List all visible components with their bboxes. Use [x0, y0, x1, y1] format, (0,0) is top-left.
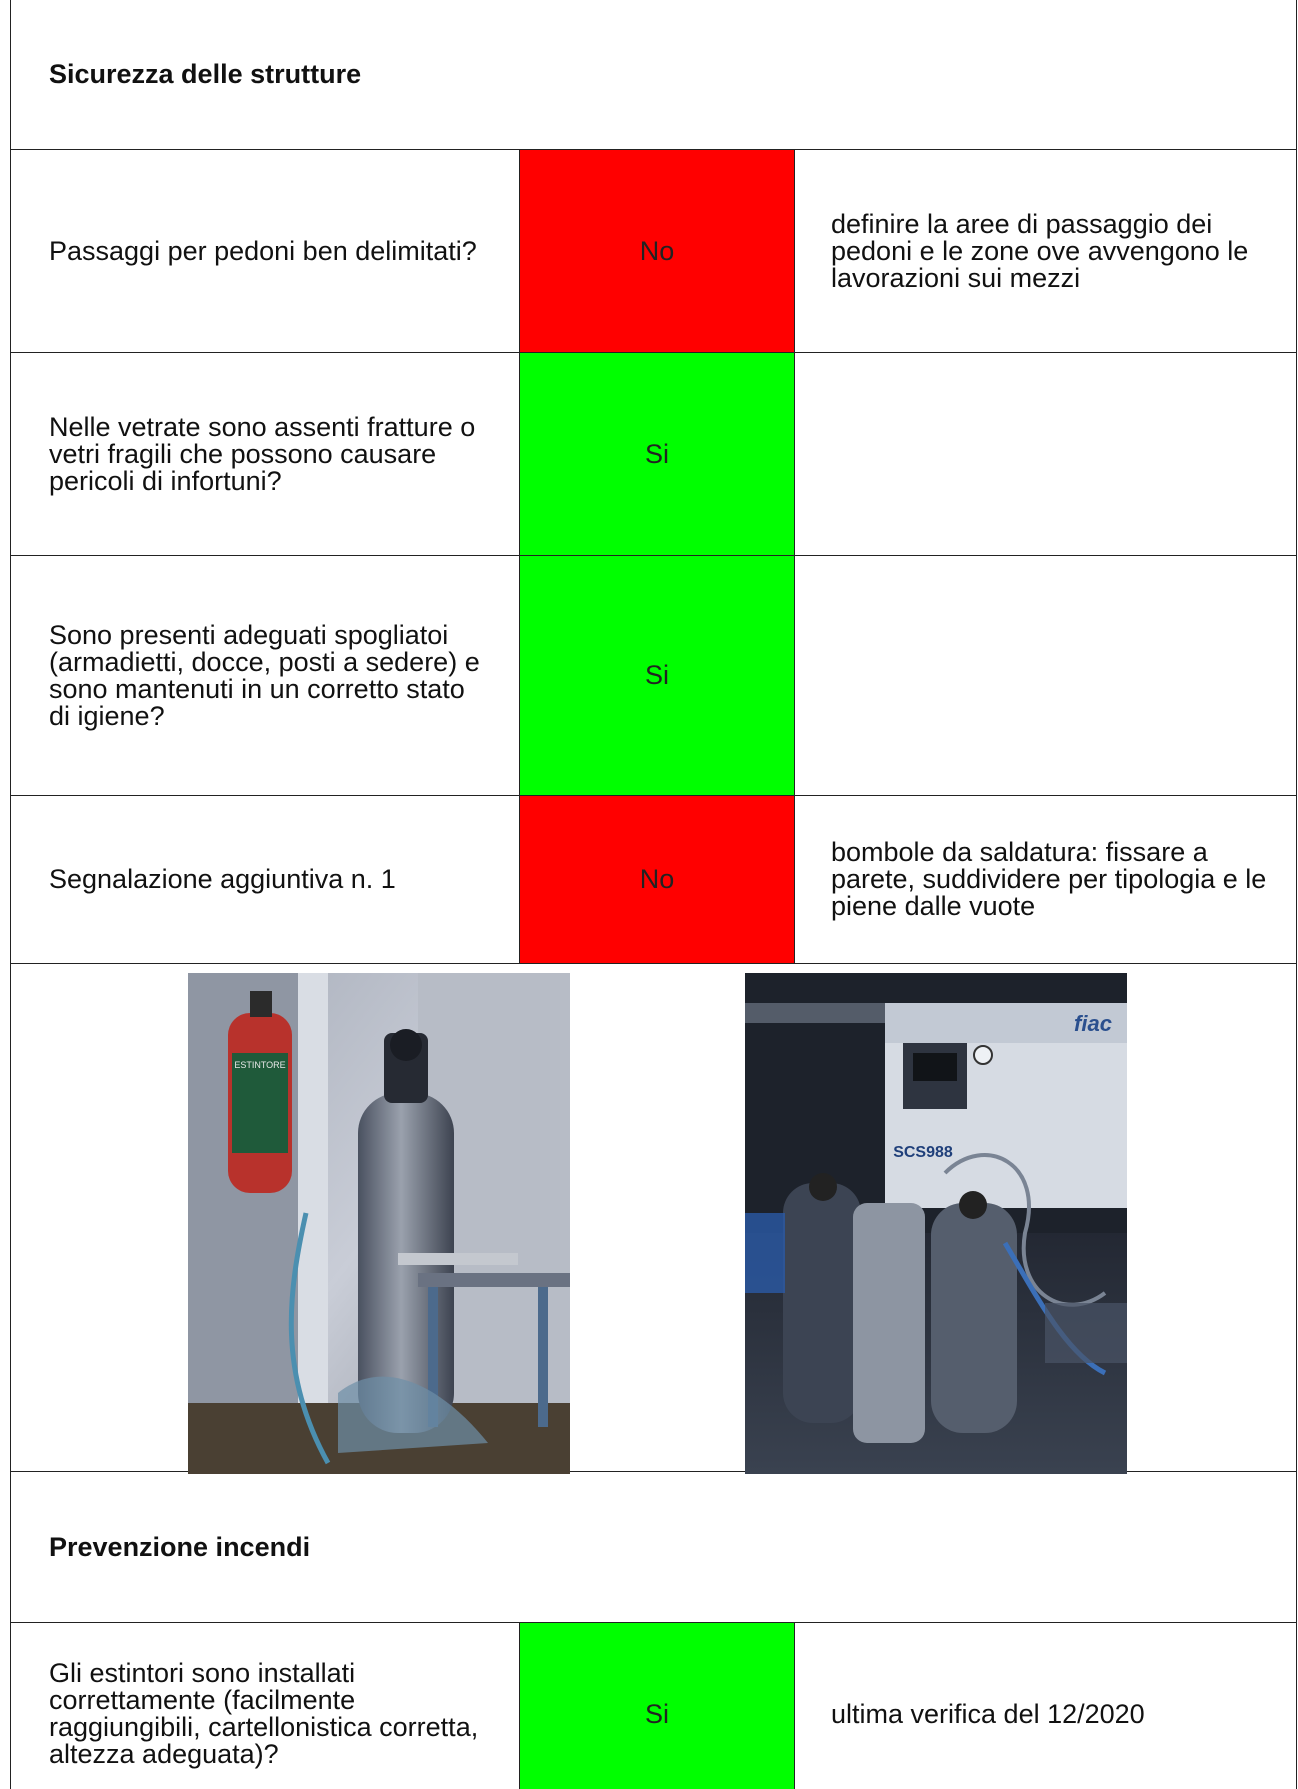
checklist-row — [11, 556, 1297, 796]
photos-cell — [11, 964, 1297, 1472]
answer-cell-no: No — [520, 796, 795, 964]
section-title: Prevenzione incendi — [11, 1472, 1297, 1623]
question-cell: Gli estintori sono installati correttamente (facilmente raggiungibili, cartellonistica corretta, altezza adeguata)? — [11, 1623, 520, 1789]
checklist-row — [11, 796, 1297, 964]
note-cell: bombole da saldatura: fissare a parete, suddividere per tipologia e le piene dalle vuote — [795, 796, 1297, 964]
checklist-row — [11, 1623, 1297, 1789]
note-cell — [795, 556, 1297, 796]
section-header-row — [11, 0, 1297, 150]
fire-extinguisher-icon — [228, 991, 292, 1193]
note-cell: definire la aree di passaggio dei pedoni e le zone ove avvengono le lavorazioni sui mezzi — [795, 150, 1297, 353]
answer-cell-si: Si — [520, 556, 795, 796]
answer-cell-no: No — [520, 150, 795, 353]
checklist-row — [11, 353, 1297, 556]
note-cell: ultima verifica del 12/2020 — [795, 1623, 1297, 1789]
svg-text:SCS988: SCS988 — [893, 1144, 953, 1161]
section-title: Sicurezza delle strutture — [11, 0, 1297, 150]
svg-text:ESTINTORE: ESTINTORE — [234, 1060, 286, 1070]
safety-checklist-table — [10, 0, 1297, 1789]
answer-cell-si: Si — [520, 1623, 795, 1789]
checklist-row — [11, 150, 1297, 353]
photo-compressor-cylinders — [745, 973, 1127, 1474]
question-cell: Nelle vetrate sono assenti fratture o vetri fragili che possono causare pericoli di infortuni? — [11, 353, 520, 556]
note-cell — [795, 353, 1297, 556]
section-header-row — [11, 1472, 1297, 1623]
question-cell: Sono presenti adeguati spogliatoi (armadietti, docce, posti a sedere) e sono mantenuti in un corretto stato di igiene? — [11, 556, 520, 796]
photo-welding-cylinder — [188, 973, 570, 1474]
svg-text:fiac: fiac — [1074, 1011, 1112, 1036]
photos-row — [11, 964, 1297, 1472]
answer-cell-si: Si — [520, 353, 795, 556]
question-cell: Segnalazione aggiuntiva n. 1 — [11, 796, 520, 964]
question-cell: Passaggi per pedoni ben delimitati? — [11, 150, 520, 353]
gas-cylinders-icon — [783, 1173, 1017, 1443]
